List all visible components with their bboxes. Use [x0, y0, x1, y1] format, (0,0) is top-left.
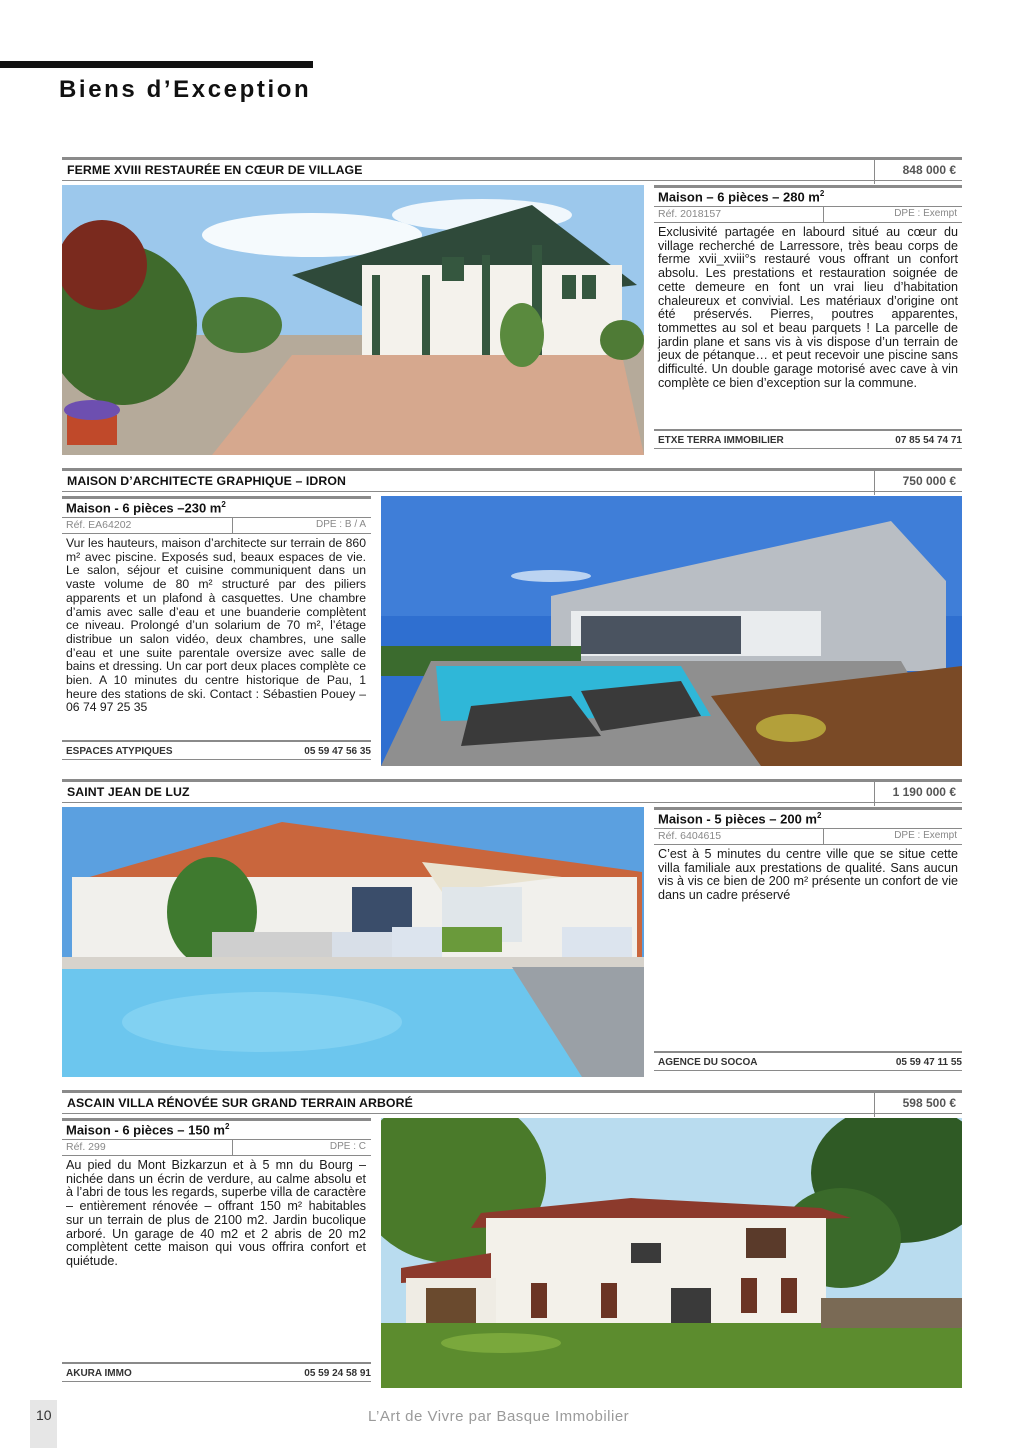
agency-name: ESPACES ATYPIQUES: [66, 746, 173, 757]
info-panel: [654, 185, 962, 455]
ref-row: [62, 518, 371, 534]
reference: Réf. 2018157: [658, 208, 722, 220]
ref-row: [654, 207, 962, 223]
page-heading: Biens d’Exception: [59, 76, 312, 103]
price: 598 500 €: [902, 1096, 956, 1110]
price-box: [874, 468, 962, 495]
dpe-cell: [823, 207, 962, 222]
price-box: [874, 1090, 962, 1117]
ref-row: [62, 1140, 371, 1156]
info-panel: [62, 1118, 371, 1388]
listing-title: ASCAIN VILLA RÉNOVÉE SUR GRAND TERRAIN ARBORÉ: [67, 1096, 413, 1110]
type-line: [62, 496, 371, 518]
listing-header: [62, 779, 962, 803]
type-line: [654, 185, 962, 207]
property-photo-villa-pool: [62, 807, 644, 1077]
price: 750 000 €: [902, 474, 956, 488]
property-photo-garden-villa: [381, 1118, 962, 1388]
dpe-cell: [232, 1140, 371, 1155]
dpe-rating: DPE : Exempt: [894, 208, 957, 219]
dpe-rating: DPE : B / A: [315, 519, 366, 530]
info-panel: [654, 807, 962, 1077]
listing-saint-jean-de-luz: [62, 779, 962, 1077]
listing-ferme: [62, 157, 962, 455]
listing-title: FERME XVIII RESTAURÉE EN CŒUR DE VILLAGE: [67, 163, 363, 177]
page-number: 10: [36, 1407, 52, 1423]
agency-name: ETXE TERRA IMMOBILIER: [658, 435, 784, 446]
agency-row: [62, 740, 371, 760]
price-box: [874, 157, 962, 184]
agency-row: [62, 1362, 371, 1382]
agency-name: AGENCE DU SOCOA: [658, 1057, 758, 1068]
price: 1 190 000 €: [892, 785, 956, 799]
listing-header: [62, 157, 962, 181]
property-photo-farmhouse: [62, 185, 644, 455]
price: 848 000 €: [902, 163, 956, 177]
ref-row: [654, 829, 962, 845]
dpe-rating: DPE : C: [329, 1141, 366, 1152]
property-type: Maison - 5 pièces – 200 $m^2$: [658, 811, 822, 827]
top-rule: [0, 61, 313, 68]
reference: Réf. 6404615: [658, 830, 722, 842]
reference: Réf. 299: [66, 1141, 106, 1153]
agency-row: [654, 1051, 962, 1071]
listing-title: SAINT JEAN DE LUZ: [67, 785, 190, 799]
agency-name: AKURA IMMO: [66, 1368, 132, 1379]
description: Au pied du Mont Bizkarzun et à 5 mn du Bourg – nichée dans un écrin de verdure, au calme absolu et à l’abri de tous les regards, superbe villa de caractère – entièrement rénovée – offrant 150 m² habitables sur un terrain de plus de 2100 m2. Jardin bucolique arboré. Un garage de 40 m2 et 2 abris de 20 m2 complètent cette maison qui vous offrira confort et quiétude.: [66, 1158, 366, 1268]
listing-title: MAISON D’ARCHITECTE GRAPHIQUE – IDRON: [67, 474, 347, 488]
listing-header: [62, 468, 962, 492]
property-type: Maison – 6 pièces – 280 $m^2$: [658, 189, 825, 205]
type-line: [62, 1118, 371, 1140]
listing-header: [62, 1090, 962, 1114]
agency-phone: 05 59 24 58 91: [304, 1368, 371, 1379]
price-box: [874, 779, 962, 806]
listing-architecte: [62, 468, 962, 766]
description: Exclusivité partagée en labourd situé au cœur du village recherché de Larressore, très beau corps de ferme xvii_xviii°s restauré vous offrant un confort absolu. Les prestations et restauration soignée de cette demeure en font un vrai lieu d’habitation chaleureux et convivial. Les matériaux d’origine ont été préservés. Pierres, poutres apparentes, tommettes au sol et beau parquets ! La parcelle de jardin plane et sans vis à vis dispose d’un terrain de jeux de pétanque… et peut recevoir une piscine sans difficulté. Un double garage motorisé avec cave à vin complète ce bien d’exception sur la commune.: [658, 225, 958, 390]
reference: Réf. EA64202: [66, 519, 132, 531]
dpe-cell: [232, 518, 371, 533]
property-type: Maison - 6 pièces – 150 $m^2$: [66, 1122, 230, 1138]
info-panel: [62, 496, 371, 766]
agency-phone: 05 59 47 11 55: [895, 1057, 962, 1068]
agency-row: [654, 429, 962, 449]
description: C’est à 5 minutes du centre ville que se situe cette villa familiale aux prestations de qualité. Sans aucun vis à vis ce bien de 200 m² présente un confort de vie dans un cadre préservé: [658, 847, 958, 903]
property-type: Maison - 6 pièces –230 $m^2$: [66, 500, 226, 516]
property-photo-modern-house: [381, 496, 962, 766]
listing-ascain: [62, 1090, 962, 1388]
dpe-rating: DPE : Exempt: [894, 830, 957, 841]
description: Vur les hauteurs, maison d’architecte sur terrain de 860 m² avec piscine. Exposés sud, beaux espaces de vie. Le salon, séjour et cuisine communiquent dans un vaste volume de 80 m² structuré par des piliers apparents et un plafond à casquettes. Une chambre d’amis avec salle d’eau et une buanderie complètent ce niveau. Prolongé d’un solarium de 70 m², l’étage distribue un salon vidéo, deux chambres, une salle d’eau et une suite parentale oversize avec salle de bains et dressing. Un car port deux places complète ce bien. A 10 minutes du centre historique de Pau, 1 heure des stations de ski. Contact : Sébastien Pouey – 06 74 97 25 35: [66, 536, 366, 715]
type-line: [654, 807, 962, 829]
footer-tagline: L’Art de Vivre par Basque Immobilier: [368, 1408, 630, 1425]
agency-phone: 07 85 54 74 71: [895, 435, 962, 446]
agency-phone: 05 59 47 56 35: [304, 746, 371, 757]
dpe-cell: [823, 829, 962, 844]
